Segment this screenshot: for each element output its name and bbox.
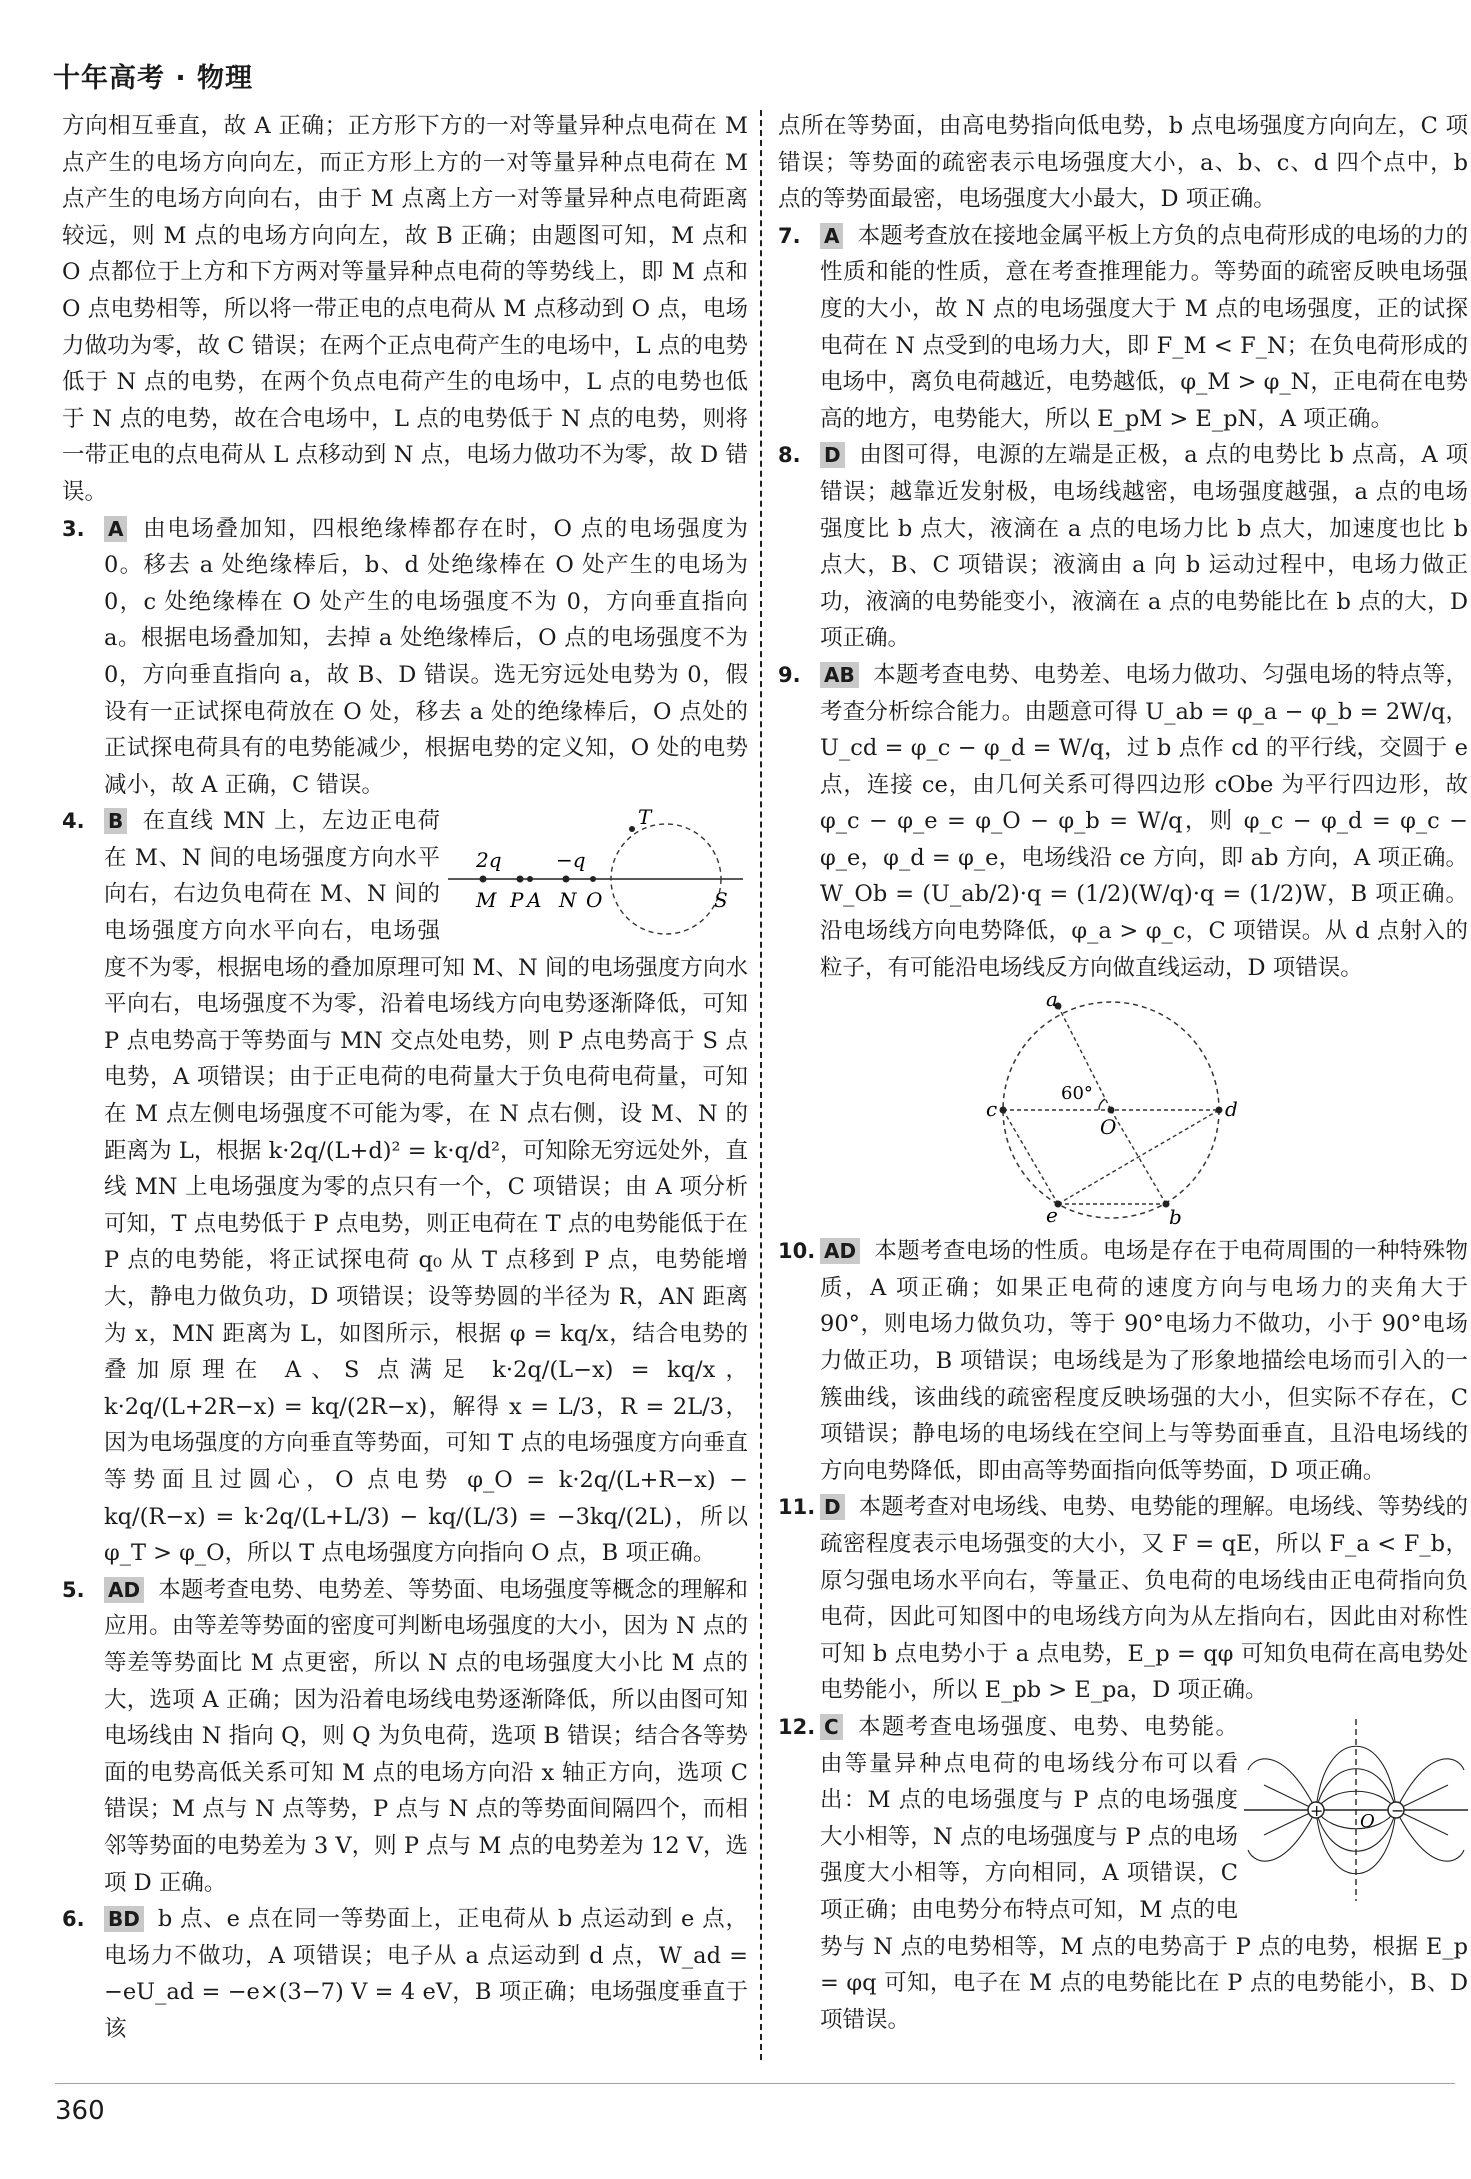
right-column xyxy=(778,108,1468,2038)
figure-line-mn xyxy=(448,809,748,939)
page-number: 360 xyxy=(55,2096,105,2126)
label-a: a xyxy=(1046,992,1058,1012)
answer-item-8 xyxy=(778,437,1468,657)
point-p xyxy=(517,876,524,883)
label-s: S xyxy=(714,888,728,913)
right-intro: 点所在等势面，由高电势指向低电势，b 点电场强度方向向左，C 项错误；等势面的疏密表示电场强度大小，a、b、c、d 四个点中，b 点的等势面最密，电场强度大小最大，D 项正确。 xyxy=(778,113,1468,213)
answer-item-5 xyxy=(62,1572,748,1901)
label-plus: + xyxy=(1310,1800,1324,1820)
item-number: 3. xyxy=(62,516,85,541)
item-text: 本题考查放在接地金属平板上方负的点电荷形成的电场的力的性质和能的性质，意在考查推理能力。等势面的疏密反映电场强度的大小，故 N 点的电场强度大于 M 点的电场强度，正的试探电荷在 N 点受到的电场力大，即 F_M < F_N；在负电荷形成的电场中，离负电荷越近，电势越低，φ_M > φ_N，正电荷在电势高的地方，电势能大，所以 E_pM > E_pN，A 项正确。 xyxy=(820,222,1468,432)
point-d xyxy=(1216,1107,1223,1114)
answer-item-6 xyxy=(62,1901,748,2047)
item-text-continued: 由 A 项分析可知，T 点电势低于 P 点电势，则正电荷在 T 点的电势能低于在 P 点的电势能，将正试探电荷 q₀ 从 T 点移到 P 点，电势能增大，静电力做负功，D 项错误；设等势圆的半径为 R，AN 距离为 x，MN 距离为 L，如图所示，根据 φ = kq/x，结合电势的叠加原理在 A、S 点满足 k·2q/(L−x) = kq/x，k·2q/(L+2R−x) = kq/(2R−x)，解得 x = L/3，R = 2L/3，因为电场强度的方向垂直等势面，可知 T 点的电场强度方向垂直等势面且过圆心，O 点电势 φ_O = k·2q/(L+R−x) − kq/(R−x) = k·2q/(L+L/3) − kq/(L/3) = −3kq/(2L)，所以 φ_T > φ_O，所以 T 点电场强度方向指向 O 点，B 项正确。 xyxy=(104,1174,748,1567)
answer-item-4 xyxy=(62,803,748,1571)
label-o: O xyxy=(586,888,603,913)
left-intro: 方向相互垂直，故 A 正确；正方形下方的一对等量异种点电荷在 M 点产生的电场方向向左，而正方形上方的一对等量异种点电荷在 M 点产生的电场方向向右，由于 M 点离上方一对等量异种点电荷距离较远，则 M 点的电场方向向左，故 B 正确；由题图可知，M 点和 O 点都位于上方和下方两对等量异种点电荷的等势线上，即 M 点和 O 点电势相等，所以将一带正电的点电荷从 M 点移动到 O 点，电场力做功为零，故 C 错误；在两个正点电荷产生的电场中，L 点的电势低于 N 点的电势，在两个负点电荷产生的电场中，L 点的电势也低于 N 点的电势，故在合电场中，L 点的电势低于 N 点的电势，则将一带正电的点电荷从 L 点移动到 N 点，电场力做功不为零，故 D 错误。 xyxy=(62,113,748,505)
item-number: 9. xyxy=(778,662,801,687)
label-a: A xyxy=(527,888,542,913)
label-angle: 60° xyxy=(1061,1083,1093,1105)
point-o xyxy=(590,876,596,882)
label-m: M xyxy=(476,888,497,913)
left-column xyxy=(62,108,748,2047)
answer-badge: B xyxy=(104,808,127,834)
line-ed xyxy=(1058,1110,1219,1204)
point-m xyxy=(480,876,487,883)
field-line xyxy=(1396,1759,1464,1810)
item-number: 8. xyxy=(778,443,801,468)
field-line xyxy=(1396,1810,1464,1861)
item-text: 本题考查对电场线、电势、电势能的理解。电场线、等势线的疏密程度表示电场强变的大小，又 F = qE，所以 F_a < F_b，原匀强电场水平向右，等量正、负电荷的电场线由正电荷指向负电荷，因此可知图中的电场线方向为从左指向右，因此由对称性可知 b 点电势小于 a 点电势，E_p = qφ 可知负电荷在高电势处电势能小，所以 E_pb > E_pa，D 项正确。 xyxy=(820,1494,1468,1704)
answer-item-9 xyxy=(778,657,1468,986)
answer-item-7 xyxy=(778,218,1468,438)
label-c: c xyxy=(986,1097,998,1122)
answer-badge: AB xyxy=(820,662,859,688)
answer-badge: D xyxy=(820,1494,845,1520)
item-number: 6. xyxy=(62,1907,85,1932)
answer-badge: A xyxy=(820,223,843,249)
field-line xyxy=(1248,1810,1316,1861)
answer-item-10 xyxy=(778,1233,1468,1489)
item-text: 由图可得，电源的左端是正极，a 点的电势比 b 点高，A 项错误；越靠近发射极，电场线越密，电场强度越强，a 点的电场强度比 b 点大，液滴在 a 点的电场力比 b 点大，加速度也比 b 点大，B、C 项错误；液滴由 a 向 b 运动过程中，电场力做正功，液滴的电势能变小，液滴在 a 点的电势能比在 b 点的大，D 项正确。 xyxy=(820,442,1468,652)
answer-badge: D xyxy=(820,442,845,468)
answer-badge: AD xyxy=(820,1238,860,1264)
label-o: O xyxy=(1100,1115,1117,1140)
item-text: 由电场叠加知，四根绝缘棒都存在时，O 点的电场强度为 0。移去 a 处绝缘棒后，b、d 处绝缘棒在 O 处产生的电场为 0，c 处绝缘棒在 O 处产生的电场强度不为 0，方向垂直指向 a。根据电场叠加知，去掉 a 处绝缘棒后，O 点的电场强度不为 0，方向垂直指向 a，故 B、D 错误。选无穷远处电势为 0，假设有一正试探电荷放在 O 处，移去 a 处的绝缘棒后，O 点处的正试探电荷具有的电势能减少，根据电势的定义知，O 处的电势减小，故 A 正确，C 错误。 xyxy=(104,515,748,798)
point-o xyxy=(1108,1107,1115,1114)
point-t xyxy=(629,826,635,832)
item-number: 12. xyxy=(778,1714,816,1739)
label-b: b xyxy=(1169,1205,1182,1228)
answer-badge: C xyxy=(820,1714,843,1740)
point-a xyxy=(527,876,533,882)
label-p: P xyxy=(510,888,524,913)
label-neg-q: −q xyxy=(556,848,586,873)
item-text: 在直线 MN 上，左边正电荷在 M、N 间的电场强度方向水平向右，右边负电荷在 M、N 间的电场强度方向水平向右，电场强度不为零，根据电场的叠加原理可知 M、N 间的电场强度方向水平向右，电场强度不为零，沿着电场线方向电势逐渐降低，可知 P 点电势高于等势面与 MN 交点处电势，则 P 点电势高于 S 点电势，A 项错误；由于正电荷的电荷量大于负电荷电荷量，可知在 M 点左侧电场强度不可能为零，在 N 点右侧，设 M、N 的距离为 L，根据 k·2q/(L+d)² = k·q/d²，可知除无穷远处外，直线 MN 上电场强度为零的点只有一个，C 项错误； xyxy=(104,808,748,1201)
item-number: 10. xyxy=(778,1239,816,1264)
answer-badge: BD xyxy=(104,1906,144,1932)
angle-arc xyxy=(1099,1099,1105,1110)
column-divider xyxy=(760,110,762,2060)
label-minus: − xyxy=(1391,1800,1405,1820)
point-n xyxy=(563,876,570,883)
label-t: T xyxy=(638,809,652,830)
figure-dipole-field xyxy=(1244,1715,1468,1905)
label-o: O xyxy=(1360,1810,1375,1832)
item-number: 5. xyxy=(62,1577,85,1602)
answer-item-3 xyxy=(62,511,748,804)
point-c xyxy=(1000,1107,1007,1114)
item-text: 本题考查电势、电势差、电场力做功、匀强电场的特点等，考查分析综合能力。由题意可得 U_ab = φ_a − φ_b = 2W/q，U_cd = φ_c − φ_d = W/q，过 b 点作 cd 的平行线，交圆于 e 点，连接 ce，由几何关系可得四边形 cObe 为平行四边形，故 φ_c − φ_e = φ_O − φ_b = W/q，则 φ_c − φ_d = φ_c − φ_e，φ_d = φ_e，电场线沿 ce 方向，即 ab 方向，A 项正确。W_Ob = (U_ab/2)·q = (1/2)(W/q)·q = (1/2)W，B 项正确。沿电场线方向电势降低，φ_a > φ_c，C 项错误。从 d 点射入的粒子，有可能沿电场线反方向做直线运动，D 项错误。 xyxy=(820,661,1468,981)
item-number: 4. xyxy=(62,809,85,834)
item-text: 本题考查电势、电势差、等势面、电场强度等概念的理解和应用。由等差等势面的密度可判断电场强度的大小，因为 N 点的等差等势面比 M 点更密，所以 N 点的电场强度大小比 M 点的大，选项 A 正确；因为沿着电场线电势逐渐降低，所以由图可知电场线由 N 指向 Q，则 Q 为负电荷，选项 B 错误；结合各等势面的电势高低关系可知 M 点的电场方向沿 x 轴正方向，选项 C 错误；M 点与 N 点等势，P 点与 N 点的等势面间隔四个，而相邻等势面的电势差为 3 V，则 P 点与 M 点的电势差为 12 V，选项 D 正确。 xyxy=(104,1576,748,1896)
label-d: d xyxy=(1225,1097,1238,1122)
item-number: 7. xyxy=(778,223,801,248)
answer-badge: AD xyxy=(104,1577,144,1603)
item-text-continued: 由电势分布特点可知，M 点的电势与 N 点的电势相等，M 点的电势高于 P 点的电势，根据 E_p = φq 可知，电子在 M 点的电势能比在 P 点的电势能小，B、D 项错误。 xyxy=(820,1896,1468,2033)
answer-badge: A xyxy=(104,516,127,542)
line-ce xyxy=(1003,1110,1058,1204)
label-e: e xyxy=(1046,1203,1058,1228)
footer-rule xyxy=(55,2083,1455,2084)
figure-circle-9 xyxy=(778,992,1468,1227)
item-text: 本题考查电场强度、电势、电势能。由等量异种点电荷的电场线分布可以看出：M 点的电场强度与 P 点的电场强度大小相等，N 点的电场强度与 P 点的电场强度大小相等，方向相同，A 项错误，C 项正确； xyxy=(820,1713,1238,1923)
item-text: 本题考查电场的性质。电场是存在于电荷周围的一种特殊物质，A 项正确；如果正电荷的速度方向与电场力的夹角大于 90°，则电场力做负功，等于 90°电场力不做功，小于 90°电场力做正功，B 项错误；电场线是为了形象地描绘电场而引入的一簇曲线，该曲线的疏密程度反映场强的大小，但实际不存在，C 项错误；静电场的电场线在空间上与等势面垂直，且沿电场线的方向电势降低，即由高等势面指向低等势面，D 项正确。 xyxy=(820,1238,1468,1484)
page-header: 十年高考 · 物理 xyxy=(53,63,254,94)
answer-item-12 xyxy=(778,1709,1468,2038)
label-n: N xyxy=(559,888,577,913)
answer-item-11 xyxy=(778,1489,1468,1709)
field-line xyxy=(1248,1759,1316,1810)
item-number: 11. xyxy=(778,1495,816,1520)
label-2q: 2q xyxy=(476,848,502,873)
item-text: b 点、e 点在同一等势面上，正电荷从 b 点运动到 e 点，电场力不做功，A 项错误；电子从 a 点运动到 d 点，W_ad = −eU_ad = −e×(3−7) V = 4 eV，B 项正确；电场强度垂直于该 xyxy=(104,1906,748,2042)
